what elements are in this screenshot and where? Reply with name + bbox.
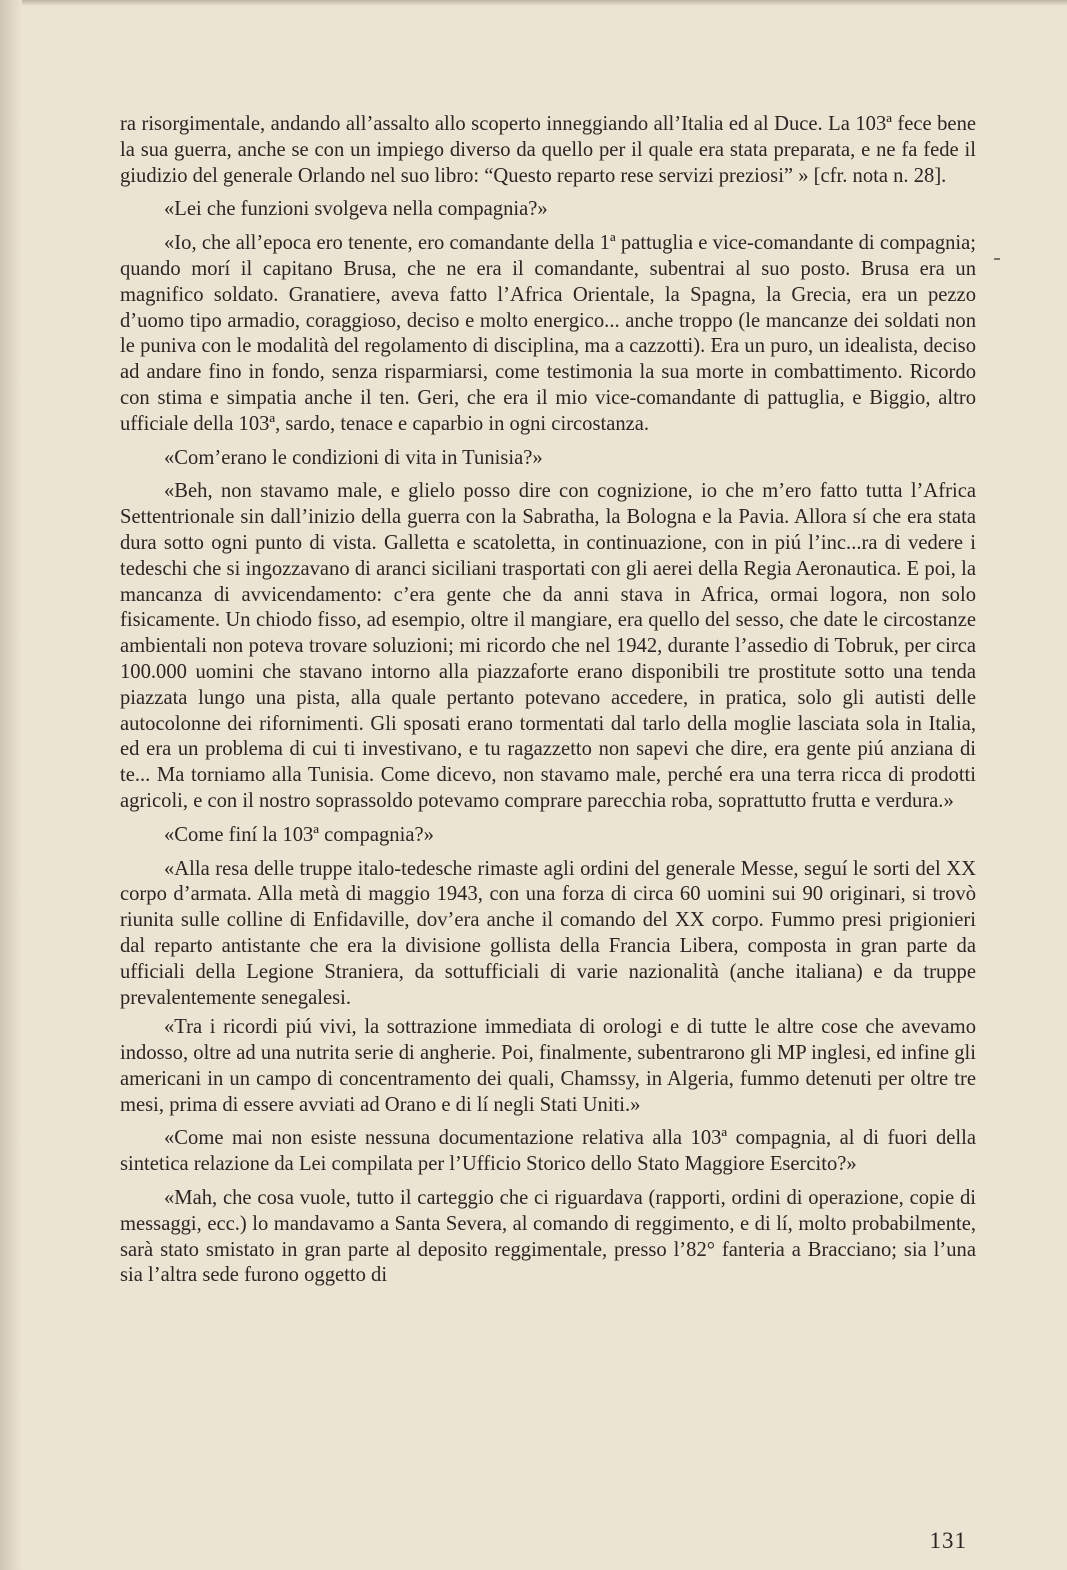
paragraph-10: «Mah, che cosa vuole, tutto il carteggio che ci riguardava (rapporti, ordini di operazione, copie di messaggi, ecc.) lo mandavamo a Santa Severa, al comando di reggimento, e di lí, molto probabilmente, sarà stato smistato in gran parte al deposito reggimentale, presso l’82° fanteria a Bracciano; sia l’una sia l’altra sede furono oggetto di [120,1187,976,1287]
page-left-edge [0,0,22,1570]
paragraph-5: «Beh, non stavamo male, e glielo posso dire con cognizione, io che m’ero fatto tutta l’Africa Settentrionale sin dall’inizio della guerra con la Sabratha, la Bologna e la Pavia. Allora sí che era stata dura sotto ogni punto di vista. Galletta e scatoletta, in continuazione, con in piú l’inc...ra di vedere i tedeschi che si ingozzavano di aranci siciliani trasportati con gli aerei della Regia Aeronautica. E poi, la mancanza di avvicendamento: c’era gente che da anni stava in Africa, ormai logora, non solo fisicamente. Un chiodo fisso, ad esempio, oltre il mangiare, era quello del sesso, che date le circostanze ambientali non poteva trovare soluzioni; mi ricordo che nel 1942, durante l’assedio di Tobruk, per circa 100.000 uomini che stavano intorno alla piazzaforte erano disponibili tre prostitute sotto una tenda piazzata lungo una pista, alla quale pertanto potevano accedere, in pratica, solo gli autisti delle autocolonne dei rifornimenti. Gli sposati erano tormentati dal tarlo della moglie lasciata sola in Italia, ed era un problema di cui ti investivano, e tu ragazzetto non sapevi che dire, era gente piú anziana di te... Ma torniamo alla Tunisia. Come dicevo, non stavamo male, perché era una terra ricca di prodotti agricoli, e con il nostro soprassoldo potevamo comprare parecchia roba, soprattutto frutta e verdura.» [120,480,976,812]
paragraph-4: «Com’erano le condizioni di vita in Tunisia?» [164,446,543,469]
paragraph-3: «Io, che all’epoca ero tenente, ero comandante della 1ª pattuglia e vice-comandante di compagnia; quando morí il capitano Brusa, che ne era il comandante, subentrai al suo posto. Brusa era un magnifico soldato. Granatiere, aveva fatto l’Africa Orientale, la Spagna, la Grecia, era un pezzo d’uomo tipo armadio, coraggioso, deciso e molto energico... anche troppo (le mancanze dei soldati non le puniva con le modalità del regolamento di disciplina, ma a cazzotti). Era un puro, un idealista, deciso ad andare fino in fondo, senza risparmiarsi, come testimonia la sua morte in combattimento. Ricordo con stima e simpatia anche il ten. Geri, che era il mio vice-comandante di pattuglia, e Biggio, altro ufficiale della 103ª, sardo, tenace e caparbio in ogni circostanza. [120,232,976,435]
body-text [120,112,976,1289]
page-number: 131 [929,1528,967,1553]
paragraph-8: «Tra i ricordi piú vivi, la sottrazione immediata di orologi e di tutte le altre cose che avevamo indosso, oltre ad una nutrita serie di angherie. Poi, finalmente, subentrarono gli MP inglesi, ed infine gli americani in un campo di concentramento dei quali, Chamssy, in Algeria, fummo detenuti per oltre tre mesi, prima di essere avviati ad Orano e di lí negli Stati Uniti.» [120,1016,976,1116]
margin-mark [994,258,1000,260]
page-top-edge [0,0,1067,6]
paragraph-7: «Alla resa delle truppe italo-tedesche rimaste agli ordini del generale Messe, seguí le sorti del XX corpo d’armata. Alla metà di maggio 1943, con una forza di circa 60 uomini sui 90 originari, si trovò riunita sulle colline di Enfidaville, dov’era anche il comando del XX corpo. Fummo presi prigionieri dal reparto antistante che era la divisione gollista della Francia Libera, composta in gran parte da ufficiali della Legione Straniera, da sottufficiali di varie nazionalità (anche italiana) e da truppe prevalentemente senegalesi. [120,857,976,1009]
paragraph-9: «Come mai non esiste nessuna documentazione relativa alla 103ª compagnia, al di fuori della sintetica relazione da Lei compilata per l’Ufficio Storico dello Stato Maggiore Esercito?» [120,1127,976,1176]
paragraph-2: «Lei che funzioni svolgeva nella compagnia?» [164,198,548,221]
paragraph-1: ra risorgimentale, andando all’assalto allo scoperto inneggiando all’Italia ed al Duce. La 103ª fece bene la sua guerra, anche se con un impiego diverso da quello per il quale era stata preparata, e ne fa fede il giudizio del generale Orlando nel suo libro: “Questo reparto rese servizi preziosi” » [cfr. nota n. 28]. [120,113,976,187]
paragraph-6: «Come finí la 103ª compagnia?» [164,823,434,846]
